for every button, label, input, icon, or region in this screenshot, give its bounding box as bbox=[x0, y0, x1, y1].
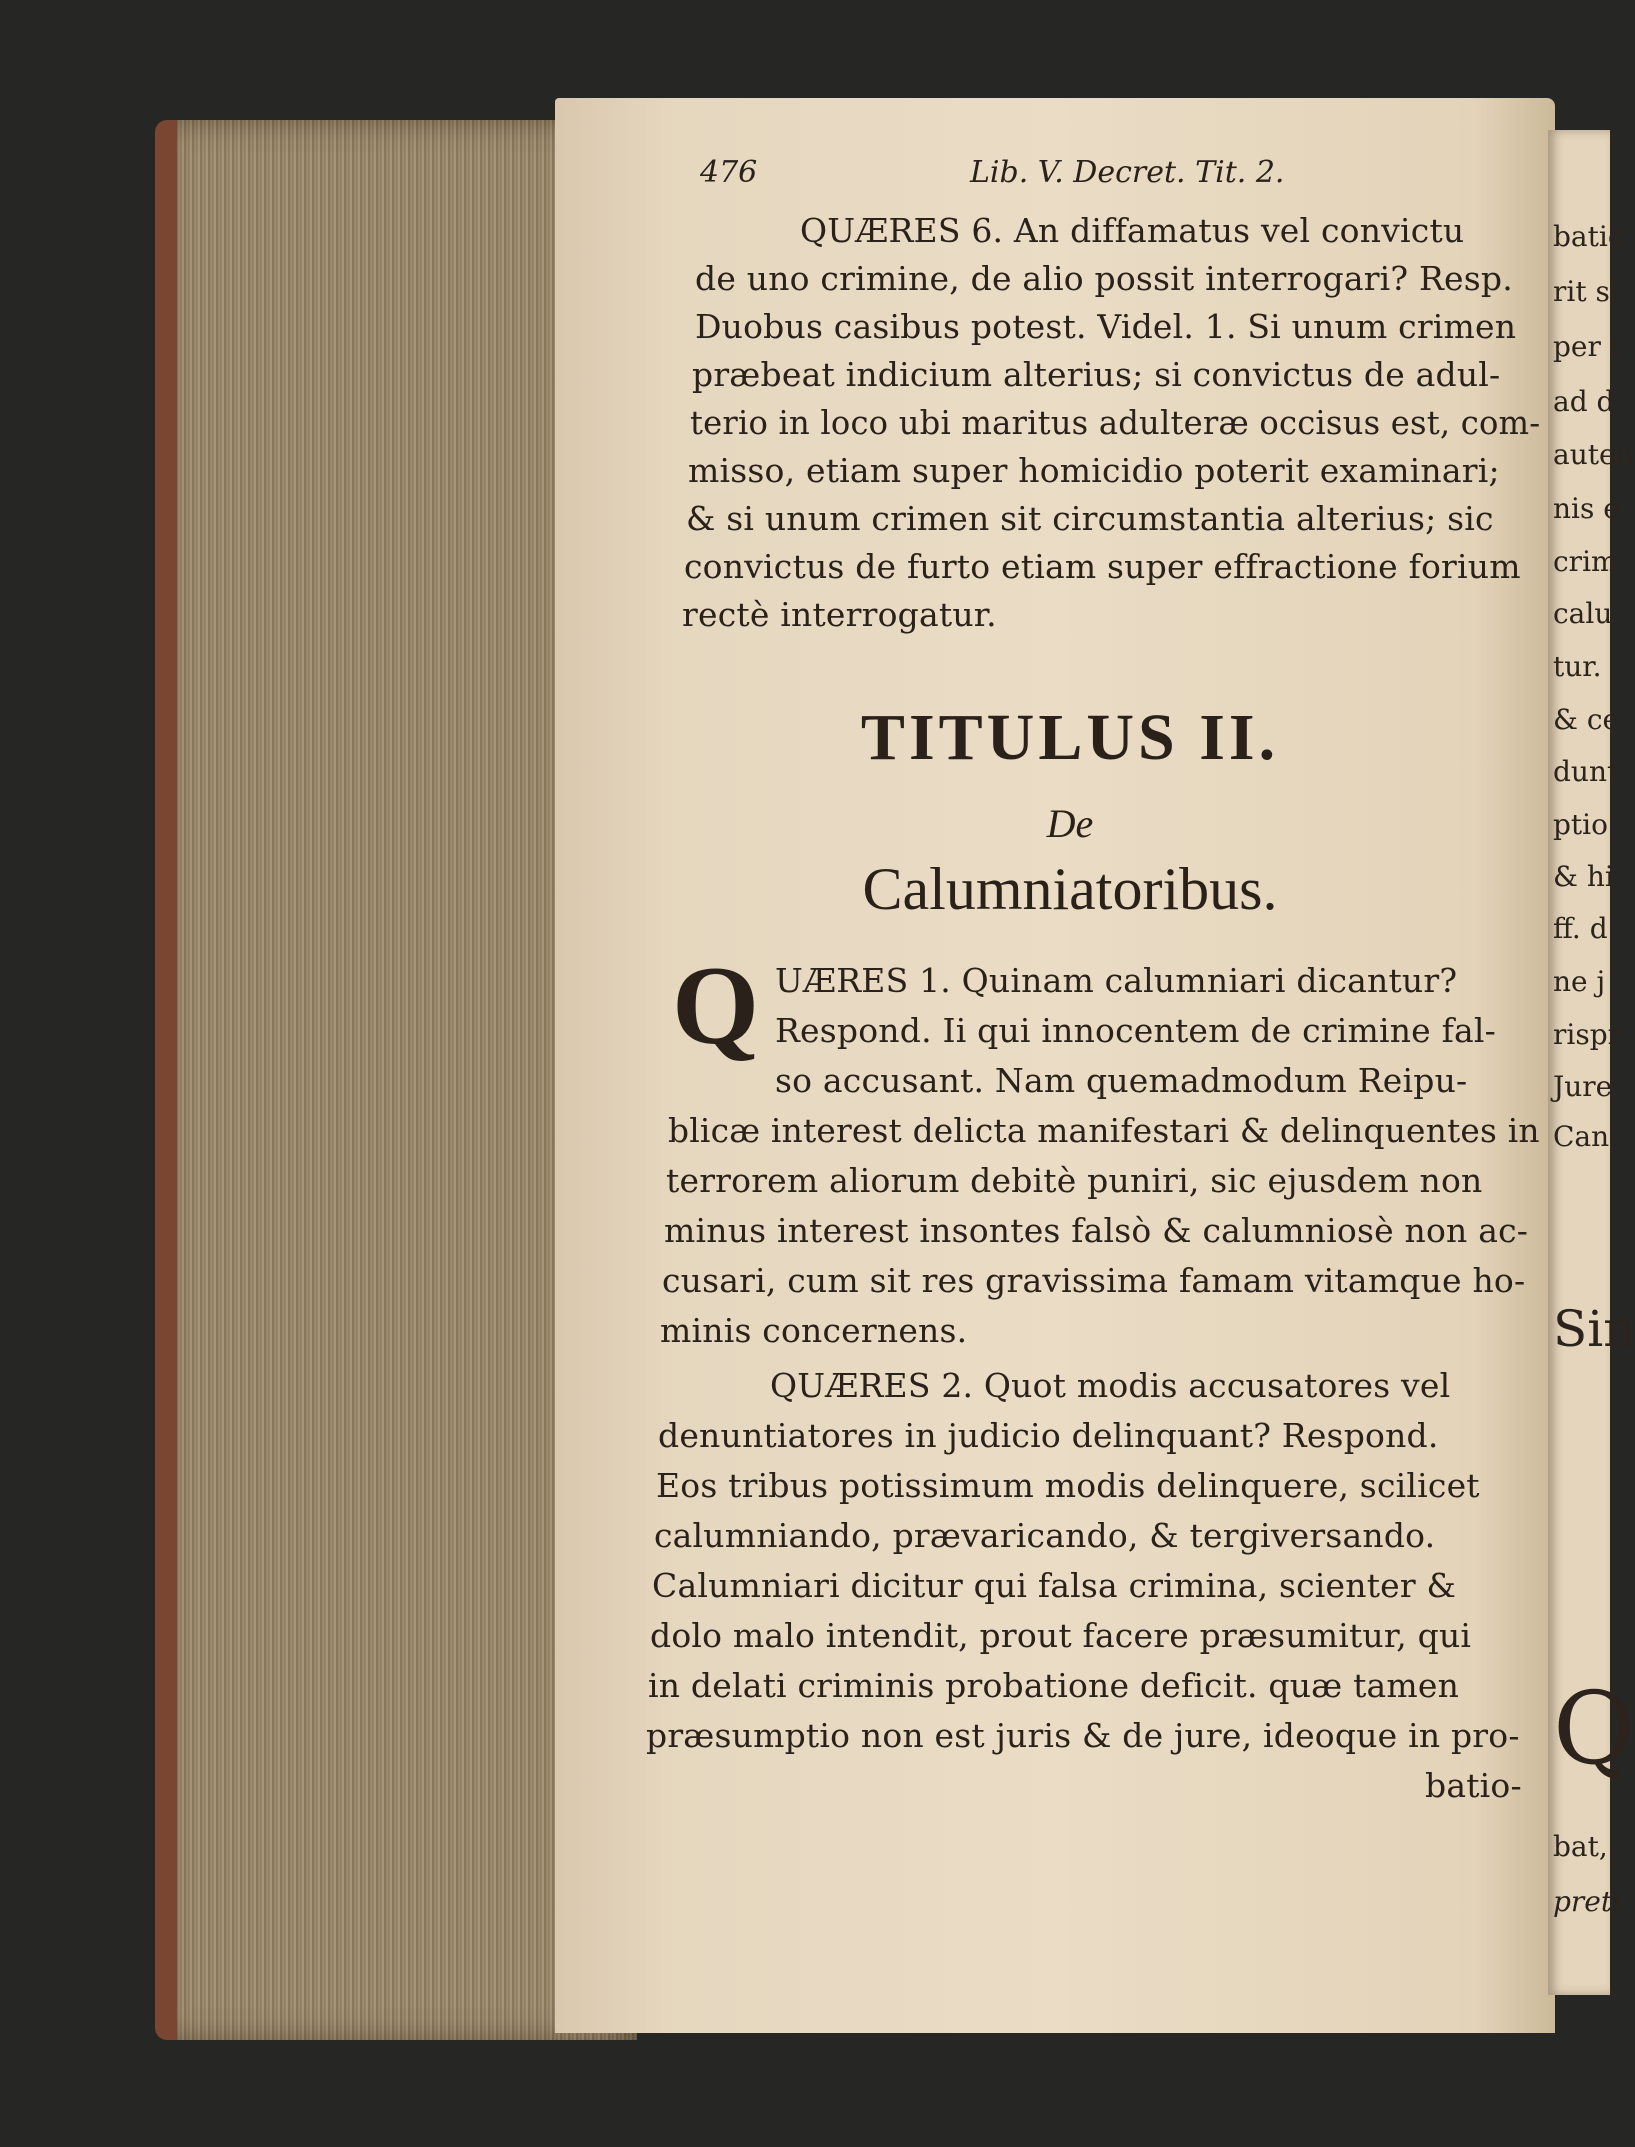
text-line: in delati criminis probatione deficit. quæ tamen bbox=[648, 1666, 1460, 1705]
title-calumniatoribus: Calumniatoribus. bbox=[862, 856, 1278, 922]
text-line: præsumptio non est juris & de jure, ideoque in pro- bbox=[646, 1716, 1520, 1755]
text-line: QUÆRES 2. Quot modis accusatores vel bbox=[770, 1366, 1451, 1405]
text-line: terrorem aliorum debitè puniri, sic ejusdem non bbox=[666, 1161, 1483, 1200]
text-line: convictus de furto etiam super effractione forium bbox=[684, 547, 1521, 586]
next-line: batic bbox=[1553, 220, 1624, 253]
next-line: auten bbox=[1553, 438, 1634, 471]
next-line: calu bbox=[1553, 597, 1613, 630]
next-line: Sin bbox=[1553, 1300, 1635, 1358]
text-line: calumniando, prævaricando, & tergiversando. bbox=[654, 1516, 1436, 1555]
next-line: rispr bbox=[1553, 1018, 1622, 1051]
title-de: De bbox=[1046, 801, 1094, 846]
text-line: minis concernens. bbox=[660, 1311, 968, 1350]
text-line: cusari, cum sit res gravissima famam vitamque ho- bbox=[662, 1261, 1526, 1300]
text-line: rectè interrogatur. bbox=[682, 595, 997, 634]
next-line: & hi bbox=[1553, 860, 1614, 893]
text-line: QUÆRES 6. An diffamatus vel convictu bbox=[800, 211, 1465, 250]
next-line: ad d bbox=[1553, 385, 1615, 418]
next-line: dunt bbox=[1553, 755, 1619, 788]
text-line: terio in loco ubi maritus adulteræ occisus est, com- bbox=[690, 403, 1541, 442]
text-line: Eos tribus potissimum modis delinquere, scilicet bbox=[656, 1466, 1480, 1505]
next-page-fragment bbox=[1548, 130, 1635, 1995]
title-titulus: TITULUS II. bbox=[860, 701, 1280, 774]
text-line: præbeat indicium alterius; si convictus de adul- bbox=[692, 355, 1501, 394]
next-line: Can bbox=[1553, 1120, 1610, 1153]
text-line: minus interest insontes falsò & calumniosè non ac- bbox=[664, 1211, 1529, 1250]
next-line: ne j bbox=[1553, 965, 1606, 998]
page-number: 476 bbox=[700, 155, 758, 190]
text-line: misso, etiam super homicidio poterit examinari; bbox=[688, 451, 1500, 490]
text-line: de uno crimine, de alio possit interrogari? Resp. bbox=[695, 259, 1513, 298]
text-line: Duobus casibus potest. Videl. 1. Si unum crimen bbox=[695, 307, 1517, 346]
next-line: Q bbox=[1553, 1670, 1635, 1787]
text-line: Respond. Ii qui innocentem de crimine fal- bbox=[775, 1011, 1496, 1050]
next-line: tur. bbox=[1553, 650, 1602, 683]
text-line: blicæ interest delicta manifestari & delinquentes in bbox=[668, 1111, 1540, 1150]
text-line: denuntiatores in judicio delinquant? Respond. bbox=[658, 1416, 1439, 1455]
next-line: preti bbox=[1553, 1885, 1622, 1918]
running-title: Lib. V. Decret. Tit. 2. bbox=[970, 155, 1285, 190]
next-line: per t bbox=[1553, 330, 1622, 363]
next-line: crim bbox=[1553, 545, 1618, 578]
text-line: Calumniari dicitur qui falsa crimina, scienter & bbox=[652, 1566, 1457, 1605]
next-line: rit si bbox=[1553, 275, 1619, 308]
next-line: & ce bbox=[1553, 703, 1620, 736]
text-line: dolo malo intendit, prout facere præsumitur, qui bbox=[650, 1616, 1472, 1655]
running-header bbox=[700, 155, 1460, 195]
next-line: Jure bbox=[1553, 1070, 1613, 1103]
next-line: ptio bbox=[1553, 808, 1608, 841]
text-line: & si unum crimen sit circumstantia alterius; sic bbox=[686, 499, 1494, 538]
text-line: so accusant. Nam quemadmodum Reipu- bbox=[775, 1061, 1468, 1100]
drop-cap: Q bbox=[672, 944, 760, 1068]
text-line: batio- bbox=[1425, 1766, 1522, 1805]
next-line: nis e bbox=[1553, 492, 1620, 525]
text-line: UÆRES 1. Quinam calumniari dicantur? bbox=[775, 961, 1458, 1000]
next-line: bat, bbox=[1553, 1830, 1608, 1863]
next-line: ff. d bbox=[1553, 912, 1608, 945]
